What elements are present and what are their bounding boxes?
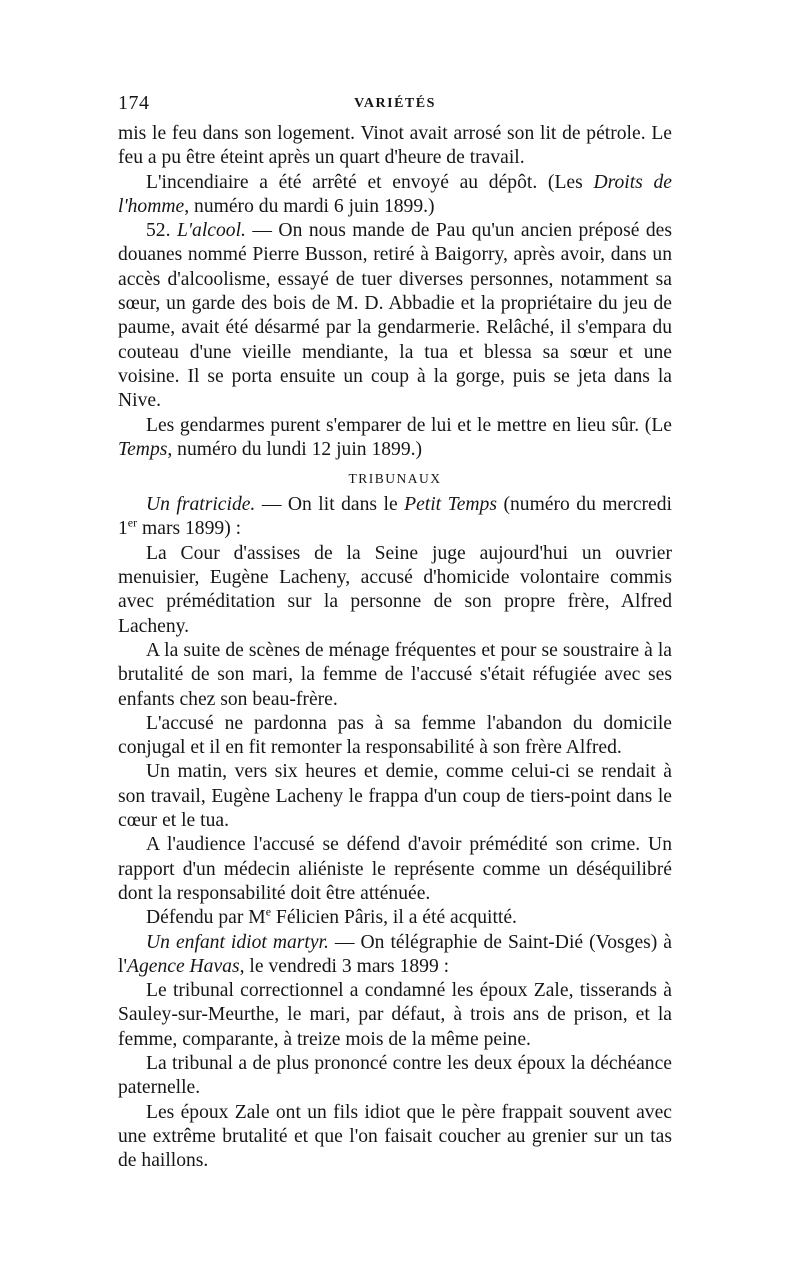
book-page — [118, 92, 672, 1173]
item-title: Un fratricide. — [146, 494, 256, 516]
item-title: L'alcool. — [176, 220, 246, 242]
body-text — [118, 122, 672, 1173]
paragraph: 52. L'alcool. — On nous mande de Pau qu'un ancien préposé des douanes nommé Pierre Busson, retiré à Baigorry, après avoir, dans un accès d'alcoolisme, essayé de tuer diverses personnes, notamment sa sœur, un garde des bois de M. D. Abbadie et la propriétaire du jeu de paume, avait été désarmé par la gendarmerie. Relâché, il s'empara du couteau d'une vieille mendiante, la tua et blessa sa sœur et une voisine. Il se porta ensuite un coup à la gorge, puis se jeta dans la Nive. — [118, 220, 672, 412]
paragraph: Les gendarmes purent s'emparer de lui et le mettre en lieu sûr. (Le Temps, numéro du lundi 12 juin 1899.) — [118, 414, 672, 460]
publication-title: Droits de l'homme — [118, 171, 672, 217]
paragraph: L'incendiaire a été arrêté et envoyé au dépôt. (Les Droits de l'homme, numéro du mardi 6 juin 1899.) — [118, 171, 672, 217]
paragraph: La Cour d'assises de la Seine juge aujourd'hui un ouvrier menuisier, Eugène Lacheny, accusé d'homicide volontaire commis avec préméditation sur la personne de son propre frère, Alfred Lacheny. — [118, 542, 672, 637]
item-number: 52. — [146, 220, 177, 242]
section-title: TRIBUNAUX — [348, 471, 442, 487]
paragraph: mis le feu dans son logement. Vinot avait arrosé son lit de pétrole. Le feu a pu être éteint après un quart d'heure de travail. — [118, 123, 672, 169]
paragraph: Les époux Zale ont un fils idiot que le père frappait souvent avec une extrême brutalité et que l'on faisait coucher au grenier sur un tas de haillons. — [118, 1101, 672, 1172]
paragraph: A l'audience l'accusé se défend d'avoir prémédité son crime. Un rapport d'un médecin aliéniste le représente comme un déséquilibré dont la responsabilité doit être atténuée. — [118, 834, 672, 904]
paragraph: Un matin, vers six heures et demie, comme celui-ci se rendait à son travail, Eugène Lacheny le frappa d'un coup de tiers-point dans le cœur et le tua. — [118, 761, 672, 832]
paragraph: L'accusé ne pardonna pas à sa femme l'abandon du domicile conjugal et il en fit remonter la responsabilité à son frère Alfred. — [118, 712, 672, 759]
publication-title: Petit Temps — [404, 494, 497, 516]
page-number: 174 — [118, 92, 150, 114]
paragraph: Un enfant idiot martyr. — On télégraphie de Saint-Dié (Vosges) à l'Agence Havas, le vendredi 3 mars 1899 : — [118, 931, 672, 977]
paragraph: Un fratricide. — On lit dans le Petit Temps (numéro du mercredi 1er mars 1899) : — [118, 494, 672, 540]
paragraph: La tribunal a de plus prononcé contre les deux époux la déchéance paternelle. — [118, 1052, 672, 1099]
paragraph: A la suite de scènes de ménage fréquentes et pour se soustraire à la brutalité de son mari, la femme de l'accusé s'était réfugiée avec ses enfants chez son beau-frère. — [118, 639, 672, 710]
page-header — [118, 92, 672, 122]
paragraph: Défendu par Me Félicien Pâris, il a été acquitté. — [146, 904, 517, 929]
running-title: VARIÉTÉS — [354, 96, 436, 111]
publication-title: Temps — [118, 438, 168, 460]
item-title: Un enfant idiot martyr. — [146, 931, 329, 953]
paragraph: Le tribunal correctionnel a condamné les époux Zale, tisserands à Sauley-sur-Meurthe, le mari, par défaut, à trois ans de prison, et la femme, comparante, à treize mois de la même peine. — [118, 980, 672, 1050]
publication-title: Agence Havas — [126, 955, 240, 977]
